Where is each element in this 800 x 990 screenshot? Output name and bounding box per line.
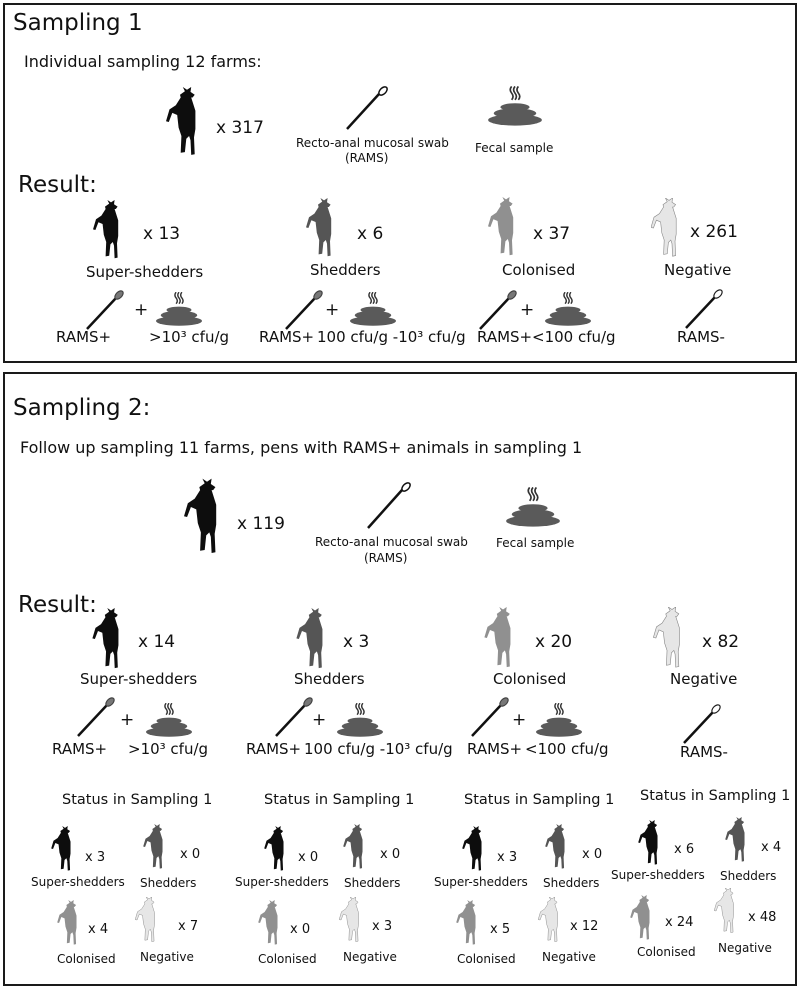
status-label: Colonised xyxy=(457,952,516,966)
group-name: Super-shedders xyxy=(80,670,198,688)
calf-icon xyxy=(258,900,286,946)
status-count: x 0 xyxy=(380,847,401,862)
swab-abbr: (RAMS) xyxy=(345,151,389,165)
calf-icon xyxy=(653,607,691,669)
feces-icon xyxy=(535,703,583,737)
swab-icon xyxy=(478,291,518,331)
swab-label: Recto-anal mucosal swab xyxy=(296,136,449,150)
rams-result: RAMS+ xyxy=(56,328,112,346)
cfu-value: <100 cfu/g xyxy=(525,740,609,758)
status-label: Colonised xyxy=(57,952,116,966)
group-name: Shedders xyxy=(310,261,381,279)
fecal-label: Fecal sample xyxy=(475,141,554,155)
sampling-2-title: Sampling 2: xyxy=(13,395,151,421)
swab-icon xyxy=(366,482,414,530)
sampling-1-subtitle: Individual sampling 12 farms: xyxy=(24,52,262,71)
calf-icon xyxy=(456,900,484,946)
status-label: Shedders xyxy=(543,876,600,890)
calf-icon xyxy=(630,895,658,941)
calf-icon xyxy=(638,820,666,866)
calf-icon xyxy=(92,608,130,670)
calf-icon xyxy=(484,607,522,669)
group-count: x 20 xyxy=(535,632,573,652)
sampling-1-title: Sampling 1 xyxy=(13,10,143,36)
feces-icon xyxy=(505,487,561,527)
plus-sign: + xyxy=(312,710,327,730)
calf-icon xyxy=(166,86,208,158)
status-count: x 5 xyxy=(490,922,511,937)
group-name: Colonised xyxy=(502,261,576,279)
feces-icon xyxy=(544,292,592,326)
status-count: x 3 xyxy=(372,919,393,934)
calf-icon xyxy=(51,826,79,872)
status-label: Shedders xyxy=(720,869,777,883)
rams-result: RAMS+ xyxy=(467,740,523,758)
fecal-label: Fecal sample xyxy=(496,536,575,550)
rams-result: RAMS+ xyxy=(259,328,315,346)
status-label: Super-shedders xyxy=(235,875,329,889)
swab-icon xyxy=(682,705,722,745)
status-count: x 0 xyxy=(298,850,319,865)
status-count: x 3 xyxy=(497,850,518,865)
swab-icon xyxy=(284,291,324,331)
calf-icon xyxy=(143,824,171,870)
rams-result: RAMS+ xyxy=(477,328,533,346)
swab-icon xyxy=(345,86,390,131)
status-count: x 0 xyxy=(180,847,201,862)
status-label: Negative xyxy=(542,950,596,964)
group-count: x 82 xyxy=(702,632,740,652)
status-count: x 12 xyxy=(570,919,599,934)
calf-icon xyxy=(343,824,371,870)
status-label: Super-shedders xyxy=(611,868,705,882)
status-label: Shedders xyxy=(344,876,401,890)
status-label: Negative xyxy=(140,950,194,964)
group-count: x 3 xyxy=(343,632,370,652)
status-count: x 4 xyxy=(88,922,109,937)
calf-icon xyxy=(339,897,367,943)
calf-icon xyxy=(545,824,573,870)
group-name: Negative xyxy=(664,261,732,279)
calf-icon xyxy=(135,897,163,943)
swab-icon xyxy=(76,698,116,738)
group-count: x 13 xyxy=(143,224,181,244)
plus-sign: + xyxy=(134,300,149,320)
calf-icon xyxy=(296,608,334,670)
status-title: Status in Sampling 1 xyxy=(264,792,415,808)
group-name: Negative xyxy=(670,670,738,688)
rams-result: RAMS+ xyxy=(246,740,302,758)
status-title: Status in Sampling 1 xyxy=(640,788,791,804)
status-count: x 4 xyxy=(761,840,782,855)
status-count: x 7 xyxy=(178,919,199,934)
feces-icon xyxy=(155,292,203,326)
swab-icon xyxy=(85,291,125,331)
plus-sign: + xyxy=(325,300,340,320)
calf-icon xyxy=(264,826,292,872)
feces-icon xyxy=(145,703,193,737)
calf-count: x 119 xyxy=(237,514,285,534)
swab-icon xyxy=(684,290,724,330)
calf-icon xyxy=(651,198,687,258)
status-label: Super-shedders xyxy=(434,875,528,889)
status-title: Status in Sampling 1 xyxy=(464,792,615,808)
status-count: x 0 xyxy=(290,922,311,937)
status-label: Colonised xyxy=(258,952,317,966)
group-count: x 37 xyxy=(533,224,571,244)
calf-icon xyxy=(184,478,230,556)
calf-icon xyxy=(93,200,129,260)
feces-icon xyxy=(336,703,384,737)
result-label: Result: xyxy=(18,592,97,618)
group-name: Super-shedders xyxy=(86,263,204,281)
status-count: x 48 xyxy=(748,910,777,925)
group-count: x 6 xyxy=(357,224,384,244)
group-name: Shedders xyxy=(294,670,365,688)
calf-count: x 317 xyxy=(216,118,264,138)
status-label: Colonised xyxy=(637,945,696,959)
cfu-value: <100 cfu/g xyxy=(532,328,616,346)
calf-icon xyxy=(538,897,566,943)
status-count: x 3 xyxy=(85,850,106,865)
plus-sign: + xyxy=(120,710,135,730)
plus-sign: + xyxy=(520,300,535,320)
swab-abbr: (RAMS) xyxy=(364,551,408,565)
status-label: Negative xyxy=(343,950,397,964)
result-label: Result: xyxy=(18,172,97,198)
status-count: x 0 xyxy=(582,847,603,862)
group-count: x 261 xyxy=(690,222,738,242)
calf-icon xyxy=(462,826,490,872)
plus-sign: + xyxy=(512,710,527,730)
rams-result: RAMS- xyxy=(677,328,725,346)
status-label: Negative xyxy=(718,941,772,955)
swab-icon xyxy=(274,698,314,738)
status-label: Shedders xyxy=(140,876,197,890)
cfu-value: 100 cfu/g -10³ cfu/g xyxy=(317,328,466,346)
cfu-value: >10³ cfu/g xyxy=(149,328,230,346)
group-name: Colonised xyxy=(493,670,567,688)
calf-icon xyxy=(725,817,753,863)
calf-icon xyxy=(306,198,342,258)
status-count: x 6 xyxy=(674,842,695,857)
calf-icon xyxy=(57,900,85,946)
status-label: Super-shedders xyxy=(31,875,125,889)
group-count: x 14 xyxy=(138,632,176,652)
rams-result: RAMS- xyxy=(680,743,728,761)
status-count: x 24 xyxy=(665,915,694,930)
calf-icon xyxy=(714,888,742,934)
status-title: Status in Sampling 1 xyxy=(62,792,213,808)
sampling-2-subtitle: Follow up sampling 11 farms, pens with RAMS+ animals in sampling 1 xyxy=(20,438,583,457)
cfu-value: >10³ cfu/g xyxy=(128,740,209,758)
feces-icon xyxy=(349,292,397,326)
calf-icon xyxy=(488,197,524,257)
swab-icon xyxy=(470,698,510,738)
swab-label: Recto-anal mucosal swab xyxy=(315,535,468,549)
feces-icon xyxy=(487,86,543,126)
cfu-value: 100 cfu/g -10³ cfu/g xyxy=(304,740,453,758)
rams-result: RAMS+ xyxy=(52,740,108,758)
